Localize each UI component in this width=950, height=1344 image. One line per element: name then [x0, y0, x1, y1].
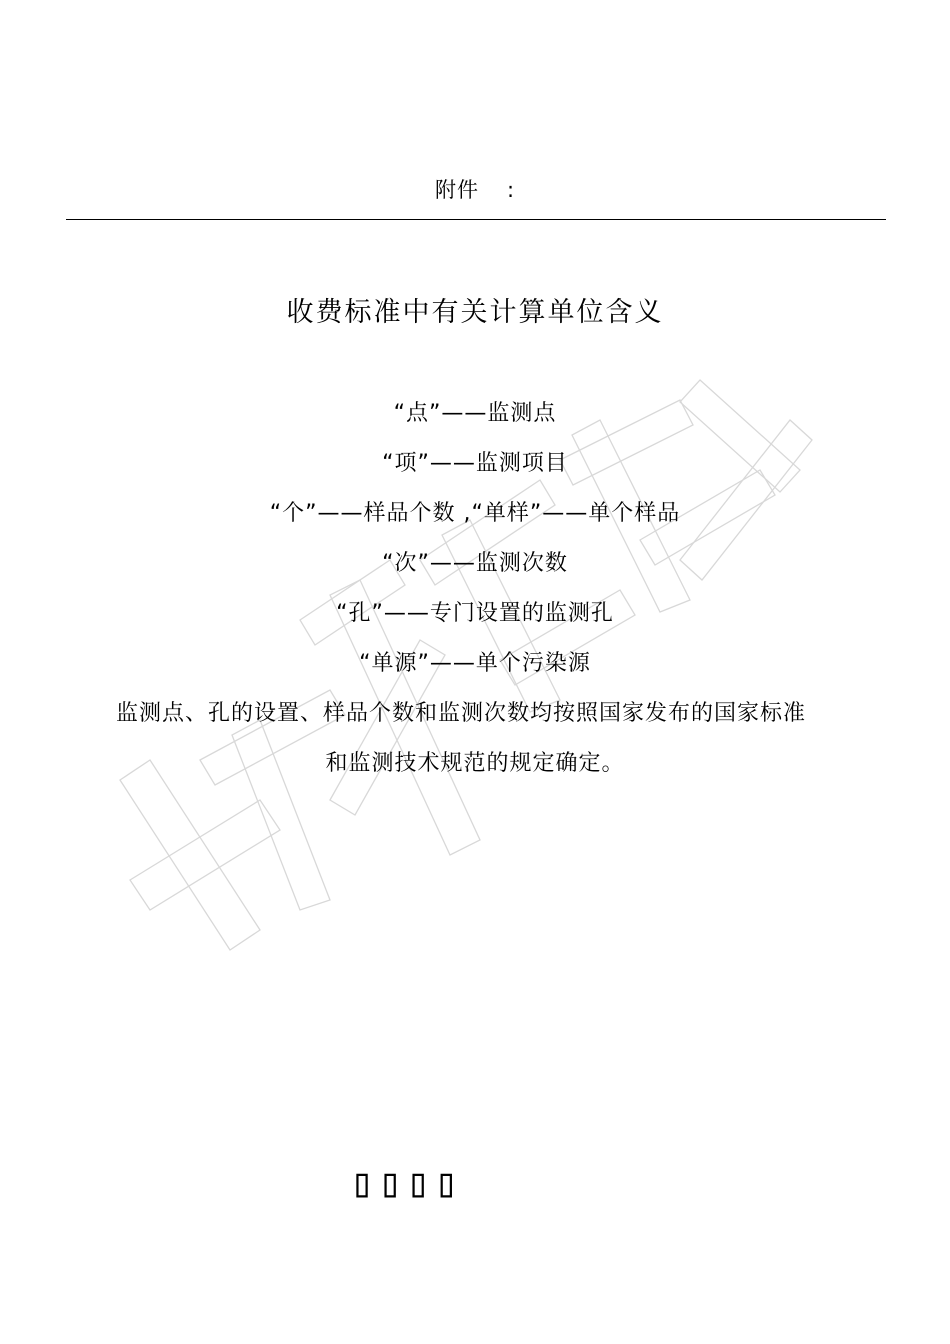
definition-item: “项”——监测项目: [382, 451, 568, 476]
header-divider: [66, 219, 886, 220]
attachment-label: [0, 174, 950, 204]
footer-placeholder-glyphs: ▯▯▯▯: [350, 1160, 463, 1206]
definition-sample: “个”——样品个数 ,“单样”——单个样品: [269, 501, 681, 526]
page-title: 收费标准中有关计算单位含义: [286, 297, 664, 328]
attachment-text: 附件: [434, 178, 479, 202]
note-line-2: 和监测技术规范的规定确定。: [325, 751, 625, 776]
definition-hole: “孔”——专门设置的监测孔: [336, 601, 614, 626]
definition-times: “次”——监测次数: [382, 551, 568, 576]
definition-single-source: “单源”——单个污染源: [359, 651, 591, 676]
definition-point: “点”——监测点: [393, 401, 557, 426]
note-line-1: 监测点、孔的设置、样品个数和监测次数均按照国家发布的国家标准: [115, 701, 806, 726]
attachment-colon: :: [506, 178, 516, 202]
